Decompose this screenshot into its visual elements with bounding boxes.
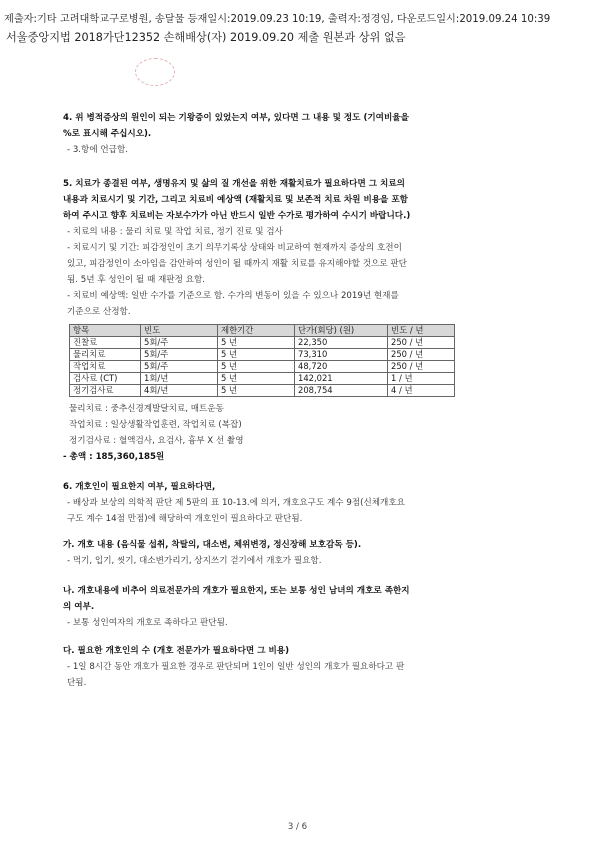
- table-cell: 250 / 년: [388, 337, 455, 349]
- question-5-line-1: 5. 치료가 종결된 여부, 생명유지 및 삶의 질 개선을 위한 재활치료가 필요하다면 그 치료의: [63, 179, 405, 189]
- faint-stamp: [135, 58, 175, 86]
- answer-ga: - 먹기, 입기, 씻기, 대소변가리기, 상지쓰기 걷기에서 개호가 필요함.: [67, 556, 322, 566]
- answer-6-line-2: 구도 계수 14점 만점)에 해당하여 개호인이 필요하다고 판단됨.: [67, 514, 303, 524]
- total-amount: - 총액 : 185,360,185원: [63, 452, 165, 462]
- cost-estimate-2: 기준으로 산정함.: [67, 307, 131, 317]
- table-cell: 4 / 년: [388, 385, 455, 397]
- question-na-line-1: 나. 개호내용에 비추어 의료전문가의 개호가 필요한지, 또는 보통 성인 남녀의 개호로 족한지: [63, 586, 410, 596]
- table-cell: 1 / 년: [388, 373, 455, 385]
- col-header-frequency: 빈도: [141, 325, 218, 337]
- table-cell: 5회/주: [141, 361, 218, 373]
- table-cell: 5회/주: [141, 349, 218, 361]
- table-header-row: [70, 325, 455, 337]
- col-header-item: 항목: [70, 325, 141, 337]
- table-row: [70, 337, 455, 349]
- table-cell: 5 년: [218, 373, 295, 385]
- table-row: [70, 361, 455, 373]
- section-5: [63, 176, 548, 465]
- section-4: [63, 110, 548, 158]
- section-da: [63, 643, 548, 691]
- answer-na: - 보통 성인여자의 개호로 족하다고 판단됨.: [67, 618, 228, 628]
- court-case-header: 서울중앙지법 2018가단12352 손해배상(자) 2019.09.20 제출 원본과 상위 없음: [6, 31, 406, 44]
- table-cell: 5 년: [218, 361, 295, 373]
- table-cell: 142,021: [295, 373, 388, 385]
- table-cell: 4회/년: [141, 385, 218, 397]
- table-cell: 검사료 (CT): [70, 373, 141, 385]
- table-cell: 250 / 년: [388, 361, 455, 373]
- question-5-line-2: 내용과 치료시기 및 기간, 그리고 치료비 예상액 (재활치료 및 보존적 치료 차원 비용을 포함: [63, 195, 408, 205]
- document-body: [63, 110, 548, 701]
- treatment-period-2: 있고, 피감정인이 소아임을 감안하여 성인이 될 때까지 재활 치료를 유지해야할 것으로 판단: [67, 259, 407, 269]
- note-physical-therapy: 물리치료 : 중추신경계발달치료, 매트운동: [69, 404, 224, 414]
- question-ga: 가. 개호 내용 (음식물 섭취, 착탈의, 대소변, 체위변경, 정신장해 보호감독 등).: [63, 540, 362, 550]
- col-header-annual-frequency: 빈도 / 년: [388, 325, 455, 337]
- question-na-line-2: 의 여부.: [63, 602, 95, 612]
- page-number: 3 / 6: [287, 822, 308, 832]
- answer-da-line-1: - 1일 8시간 동안 개호가 필요한 경우로 판단되며 1인이 일반 성인의 개호가 필요하다고 판: [67, 662, 405, 672]
- answer-4: - 3.항에 언급함.: [67, 145, 129, 155]
- treatment-period-1: - 치료시기 및 기간: 피감정인이 초기 의무기록상 상태와 비교하여 현재까지 증상의 호전이: [67, 243, 402, 253]
- col-header-period: 제한기간: [218, 325, 295, 337]
- note-regular-tests: 정기검사료 : 혈액검사, 요검사, 흉부 X 선 촬영: [69, 436, 244, 446]
- col-header-unit-price: 단가(회당) (원): [295, 325, 388, 337]
- table-cell: 208,754: [295, 385, 388, 397]
- table-cell: 1회/년: [141, 373, 218, 385]
- table-cell: 물리치료: [70, 349, 141, 361]
- section-ga: [63, 537, 548, 569]
- answer-da-line-2: 단됨.: [67, 678, 87, 688]
- treatment-period-3: 됨. 5년 후 성인이 될 때 재판정 요함.: [67, 275, 205, 285]
- question-5-line-3: 하여 주시고 향후 치료비는 자보수가가 아닌 반드시 일반 수가로 평가하여 수시기 바랍니다.): [63, 211, 411, 221]
- note-occupational-therapy: 작업치료 : 일상생활작업훈련, 작업치료 (복잡): [69, 420, 242, 430]
- section-6: [63, 479, 548, 527]
- table-cell: 48,720: [295, 361, 388, 373]
- question-4-line-2: %로 표시해 주십시오).: [63, 129, 152, 139]
- section-na: [63, 583, 548, 631]
- table-cell: 250 / 년: [388, 349, 455, 361]
- submission-info-header: 제출자:기타 고려대학교구로병원, 송달물 등재일시:2019.09.23 10:19, 출력자:정경임, 다운로드일시:2019.09.24 10:39: [4, 14, 551, 25]
- table-cell: 73,310: [295, 349, 388, 361]
- treatment-content: - 치료의 내용 : 물리 치료 및 작업 치료, 정기 진료 및 검사: [67, 227, 283, 237]
- table-cell: 진찰료: [70, 337, 141, 349]
- table-cell: 22,350: [295, 337, 388, 349]
- question-6: 6. 개호인이 필요한지 여부, 필요하다면,: [63, 482, 216, 492]
- table-row: [70, 373, 455, 385]
- question-4-line-1: 4. 위 병적증상의 원인이 되는 기왕증이 있었는지 여부, 있다면 그 내용 및 정도 (기여비율을: [63, 113, 409, 123]
- table-cell: 정기검사료: [70, 385, 141, 397]
- answer-6-line-1: - 배상과 보상의 의학적 판단 제 5판의 표 10-13.에 의거, 개호요구도 계수 9점(신체개호요: [67, 498, 405, 508]
- table-row: [70, 349, 455, 361]
- table-cell: 5회/주: [141, 337, 218, 349]
- treatment-cost-table: [69, 324, 455, 397]
- question-da: 다. 필요한 개호인의 수 (개호 전문가가 필요하다면 그 비용): [63, 646, 289, 656]
- table-row: [70, 385, 455, 397]
- table-cell: 5 년: [218, 349, 295, 361]
- cost-estimate-1: - 치료비 예상액: 일반 수가를 기준으로 함. 수가의 변동이 있을 수 있으나 2019년 현재를: [67, 291, 399, 301]
- table-cell: 5 년: [218, 337, 295, 349]
- table-cell: 작업치료: [70, 361, 141, 373]
- table-cell: 5 년: [218, 385, 295, 397]
